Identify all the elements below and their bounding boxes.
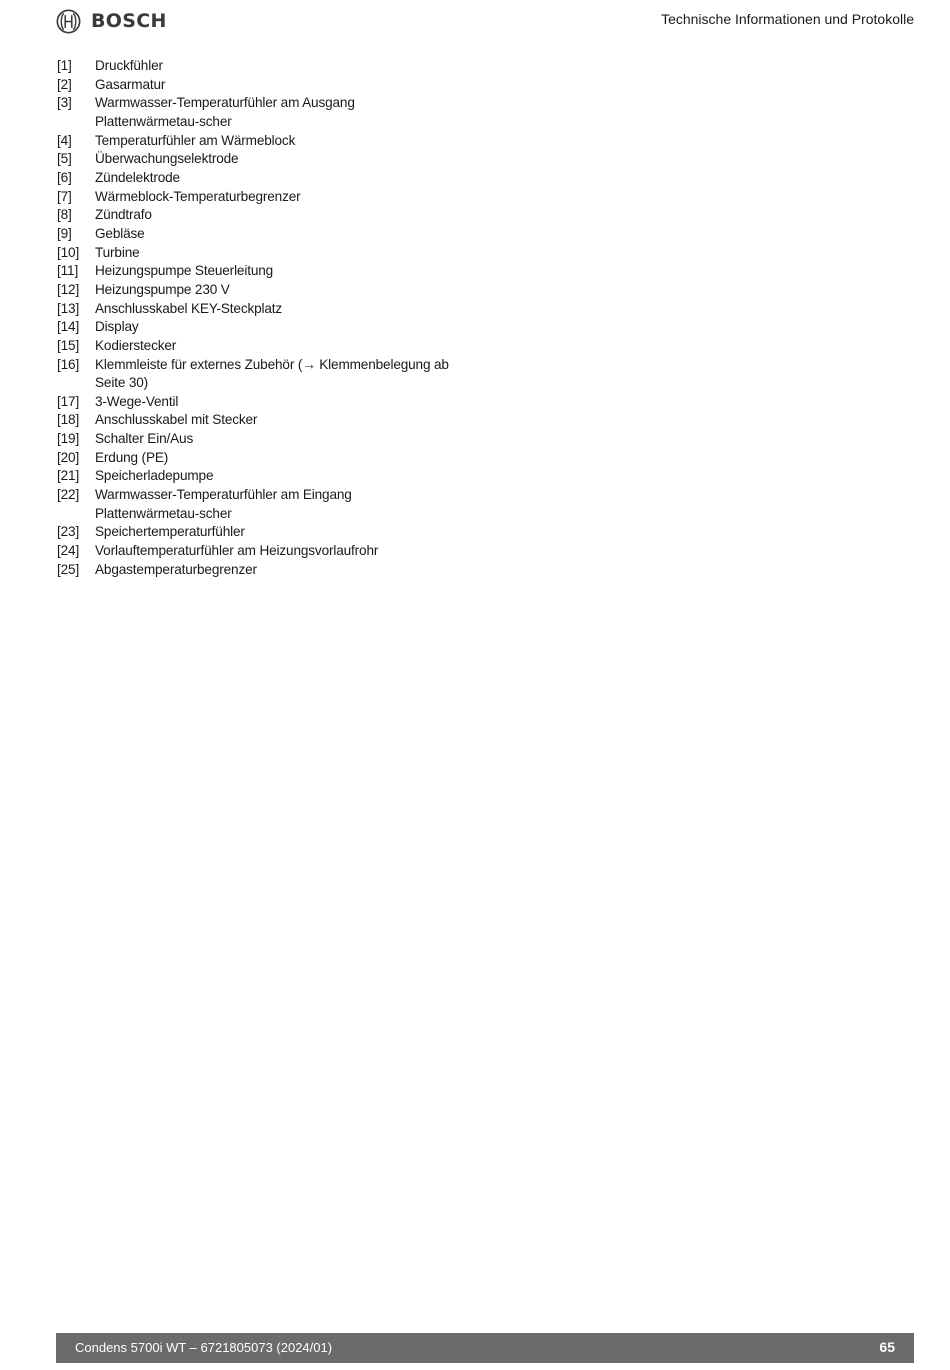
legend-item-number: [8] (57, 207, 72, 223)
legend-item-label: Abgastemperaturbegrenzer (95, 561, 257, 577)
legend-item-number: [6] (57, 169, 72, 185)
legend-item-label: Warmwasser-Temperaturfühler am Eingang Plattenwärmetau-scher (95, 487, 352, 521)
page-header (56, 8, 914, 36)
legend-item (57, 337, 457, 356)
legend-item-label: Vorlauftemperaturfühler am Heizungsvorlaufrohr (95, 543, 379, 559)
bosch-logo (56, 8, 167, 34)
legend-item (57, 318, 457, 337)
legend-item-number: [19] (57, 431, 80, 447)
legend-item (57, 486, 457, 523)
legend-item-number: [5] (57, 151, 72, 167)
legend-item-label: Zündelektrode (95, 169, 180, 185)
legend-item-number: [2] (57, 76, 72, 92)
legend-item-number: [3] (57, 95, 72, 111)
legend-item-number: [10] (57, 244, 80, 260)
legend-item (57, 356, 457, 393)
legend-item (57, 449, 457, 468)
legend-item-label: Gasarmatur (95, 76, 166, 92)
legend-item-number: [11] (57, 263, 79, 279)
legend-item (57, 188, 457, 207)
page-footer (56, 1333, 914, 1363)
brand-name: BOSCH (91, 10, 167, 32)
legend-item-number: [23] (57, 524, 80, 540)
legend-item-label: Überwachungselektrode (95, 151, 239, 167)
page-number: 65 (879, 1339, 895, 1355)
legend-item-label: Turbine (95, 244, 140, 260)
legend-item (57, 430, 457, 449)
legend-item (57, 169, 457, 188)
legend-item-label: Zündtrafo (95, 207, 152, 223)
legend-item-label: Speichertemperaturfühler (95, 524, 245, 540)
legend-item-label: Schalter Ein/Aus (95, 431, 194, 447)
document-reference: Condens 5700i WT – 6721805073 (2024/01) (75, 1340, 333, 1355)
legend-item (57, 300, 457, 319)
legend-item (57, 262, 457, 281)
legend-item-number: [22] (57, 487, 80, 503)
legend-item-label: Klemmleiste für externes Zubehör (→ Klemmenbelegung ab Seite 30) (95, 356, 449, 391)
legend-item (57, 76, 457, 95)
legend-item (57, 411, 457, 430)
bosch-armature-icon (56, 9, 81, 34)
legend-item-label: Display (95, 319, 139, 335)
legend-item-number: [20] (57, 449, 80, 465)
legend-item (57, 561, 457, 580)
legend-item (57, 57, 457, 76)
legend-item-label: Kodierstecker (95, 337, 177, 353)
legend-item-label: Warmwasser-Temperaturfühler am Ausgang Plattenwärmetau-scher (95, 95, 355, 129)
legend-item (57, 206, 457, 225)
legend-item-number: [13] (57, 300, 80, 316)
legend-item (57, 132, 457, 151)
legend-item-number: [16] (57, 356, 80, 372)
legend-item (57, 393, 457, 412)
legend-item-label: Anschlusskabel mit Stecker (95, 412, 258, 428)
legend-item-label: Speicherladepumpe (95, 468, 214, 484)
legend-item-label: Wärmeblock-Temperaturbegrenzer (95, 188, 301, 204)
legend-item-number: [24] (57, 543, 80, 559)
legend-item (57, 94, 457, 131)
legend-item (57, 244, 457, 263)
legend-item-label: Heizungspumpe Steuerleitung (95, 263, 274, 279)
legend-item-number: [15] (57, 337, 80, 353)
legend-item-number: [1] (57, 58, 72, 73)
legend-item-label: Druckfühler (95, 58, 163, 73)
legend-item-number: [9] (57, 225, 72, 241)
legend-item (57, 225, 457, 244)
legend-item-label: 3-Wege-Ventil (95, 393, 179, 409)
legend-item-label: Heizungspumpe 230 V (95, 281, 230, 297)
legend-item-label: Temperaturfühler am Wärmeblock (95, 132, 296, 148)
legend-item (57, 281, 457, 300)
component-legend-list (57, 57, 457, 579)
legend-item (57, 467, 457, 486)
legend-item-label: Anschlusskabel KEY-Steckplatz (95, 300, 283, 316)
legend-item-number: [18] (57, 412, 80, 428)
legend-item (57, 523, 457, 542)
legend-item-number: [7] (57, 188, 72, 204)
legend-item-number: [25] (57, 561, 80, 577)
legend-item-number: [17] (57, 393, 80, 409)
legend-item-label: Gebläse (95, 225, 145, 241)
legend-item-number: [4] (57, 132, 72, 148)
legend-item-number: [14] (57, 319, 80, 335)
section-title: Technische Informationen und Protokolle (661, 11, 914, 27)
legend-item-number: [21] (57, 468, 80, 484)
legend-item-number: [12] (57, 281, 80, 297)
legend-item (57, 542, 457, 561)
legend-item-label: Erdung (PE) (95, 449, 169, 465)
legend-item (57, 150, 457, 169)
